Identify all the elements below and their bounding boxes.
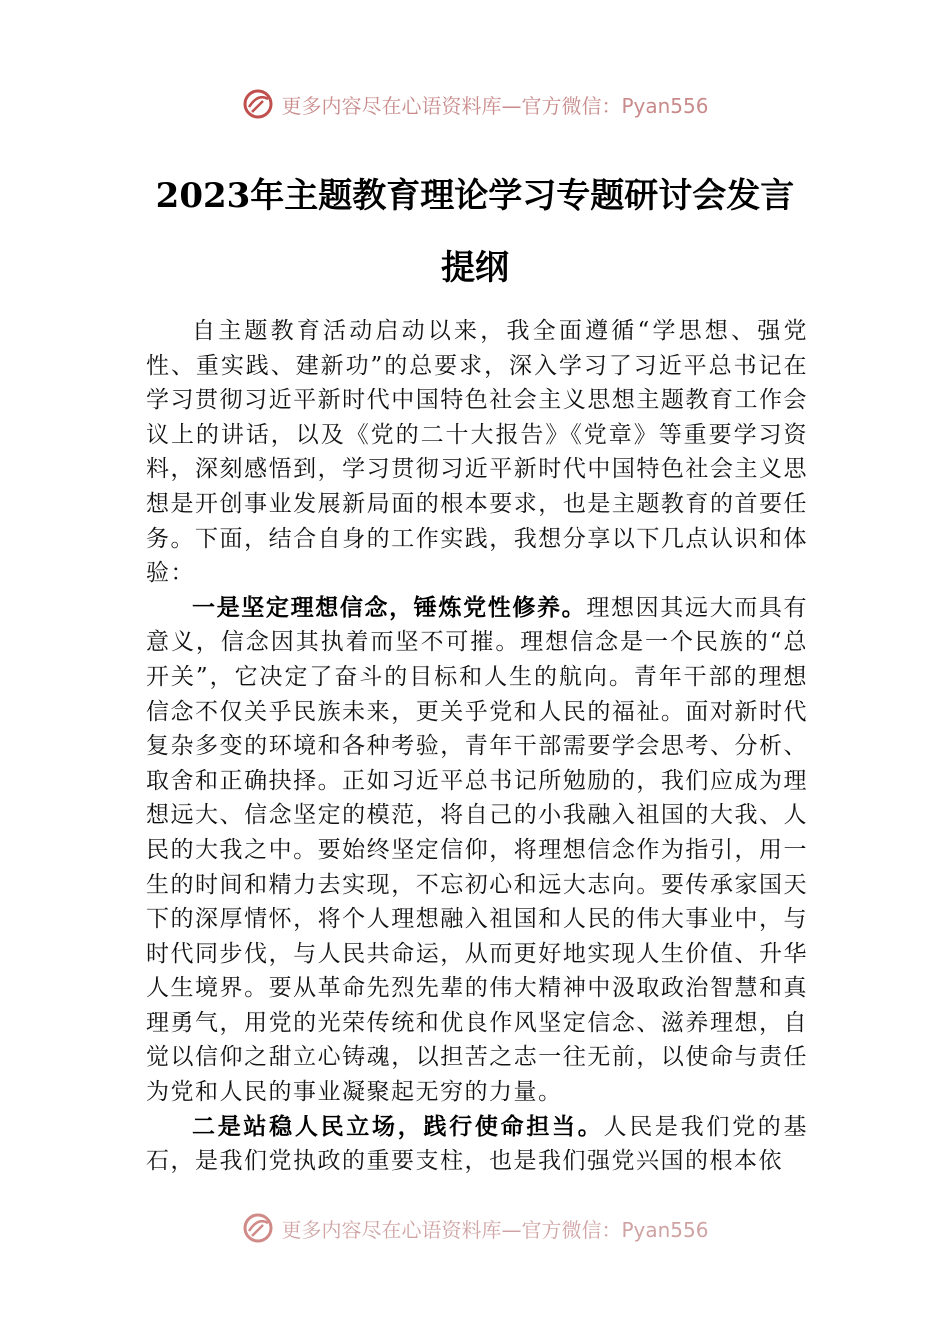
point-2-body: 人民是我们党的基石，是我们党执政的重要支柱，也是我们强党兴国的根本依 <box>146 1113 809 1175</box>
header-watermark <box>0 84 950 124</box>
point-1-heading: 一是坚定理想信念，锤炼党性修养。 <box>192 593 587 621</box>
header-watermark-text: 更多内容尽在心语资料库—官方微信：Pyan556 <box>281 93 709 118</box>
title-line-2: 提纲 <box>441 248 509 288</box>
point-2-heading: 二是站稳人民立场，践行使命担当。 <box>192 1112 604 1140</box>
title-line-1: 2023年主题教育理论学习专题研讨会发言 <box>155 176 795 216</box>
paragraph-point-2 <box>146 1110 808 1179</box>
footer-watermark <box>0 1208 950 1248</box>
document-title <box>100 160 850 304</box>
logo-icon <box>241 87 275 121</box>
paragraph-point-1 <box>146 591 808 1110</box>
document-body <box>146 314 808 1179</box>
paragraph-intro: 自主题教育活动启动以来，我全面遵循“学思想、强党性、重实践、建新功”的总要求，深入学习了习近平总书记在学习贯彻习近平新时代中国特色社会主义思想主题教育工作会议上的讲话，以及《党的二十大报告》《党章》等重要学习资料，深刻感悟到，学习贯彻习近平新时代中国特色社会主义思想是开创事业发展新局面的根本要求，也是主题教育的首要任务。下面，结合自身的工作实践，我想分享以下几点认识和体验： <box>146 318 808 587</box>
point-1-body: 理想因其远大而具有意义，信念因其执着而坚不可摧。理想信念是一个民族的“总开关”，它决定了奋斗的目标和人生的航向。青年干部的理想信念不仅关乎民族未来，更关乎党和人民的福祉。面对新时代复杂多变的环境和各种考验，青年干部需要学会思考、分析、取舍和正确抉择。正如习近平总书记所勉励的，我们应成为理想远大、信念坚定的模范，将自己的小我融入祖国的大我、人民的大我之中。要始终坚定信仰，将理想信念作为指引，用一生的时间和精力去实现，不忘初心和远大志向。要传承家国天下的深厚情怀，将个人理想融入祖国和人民的伟大事业中，与时代同步伐，与人民共命运，从而更好地实现人生价值、升华人生境界。要从革命先烈先辈的伟大精神中汲取政治智慧和真理勇气，用党的光荣传统和优良作风坚定信念、滋养理想，自觉以信仰之甜立心铸魂，以担苦之志一往无前，以使命与责任为党和人民的事业凝聚起无穷的力量。 <box>146 594 809 1106</box>
logo-icon <box>241 1211 275 1245</box>
footer-watermark-text: 更多内容尽在心语资料库—官方微信：Pyan556 <box>281 1217 709 1242</box>
